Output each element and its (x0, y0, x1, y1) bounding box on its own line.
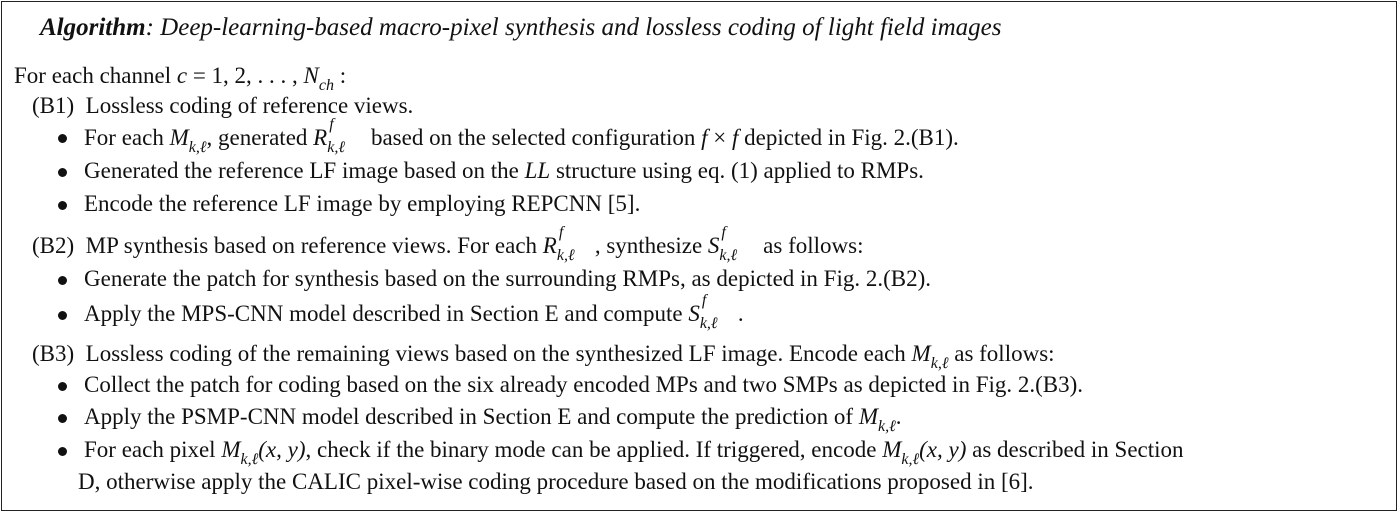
b1-i1-M: M (169, 125, 189, 150)
b2-i2-b: . (737, 301, 744, 326)
step-b2-label: (B2) (32, 233, 75, 258)
b2-i2-S-sub: k,ℓ (699, 315, 718, 332)
b1-i1-R-sub: k,ℓ (327, 139, 345, 156)
bullet-icon (58, 414, 67, 423)
b1-i1-R: R (313, 125, 328, 150)
step-b3-label: (B3) (32, 341, 75, 366)
b2-i2-S-scripts (699, 292, 738, 332)
b1-i1-b: , generated (206, 125, 314, 150)
b2-S-sub: k,ℓ (719, 247, 738, 264)
b1-item-2 (84, 157, 924, 185)
b1-i1-M-sub: k,ℓ (188, 139, 207, 156)
b3-i3-M2: M (882, 437, 902, 462)
b2-i2-S: S (688, 301, 700, 326)
algorithm-title-prefix: Algorithm (40, 14, 146, 41)
b2-S-scripts (719, 224, 757, 264)
b3-M: M (911, 341, 931, 366)
b1-i1-d: depicted in Fig. 2.(B1). (738, 125, 959, 150)
b3-i3-b: , check if the binary mode can be applied. If triggered, encode (305, 437, 883, 462)
b2-S-sup: f (721, 224, 726, 241)
b3-i2-M-sub: k,ℓ (878, 418, 896, 435)
loop-text: For each channel (14, 63, 172, 88)
b1-i1-R-scripts (327, 116, 365, 156)
algorithm-title (40, 14, 1001, 42)
b2-R: R (542, 233, 557, 258)
b2-item-1: Generate the patch for synthesis based on the surrounding RMPs, as depicted in Fig. 2.(B2). (84, 266, 932, 291)
b1-i1-f2: f (732, 125, 739, 150)
bullet-icon (58, 134, 67, 143)
bullet-icon (58, 311, 67, 320)
step-b1-title: Lossless coding of reference views. (85, 93, 414, 118)
b3-i3-args2: (x, y) (919, 437, 967, 462)
b2-R-scripts (556, 224, 595, 264)
b3-i2-a: Apply the PSMP-CNN model described in Section E and compute the prediction of (84, 404, 859, 429)
b1-i1-c: based on the selected configuration (365, 125, 702, 150)
b3-i3-c: as described in Section (966, 437, 1184, 462)
bullet-icon (58, 168, 67, 177)
bullet-icon (58, 447, 67, 456)
algorithm-title-rest: : Deep-learning-based macro-pixel synthesis and lossless coding of light field images (145, 14, 1002, 41)
b3-item-3-continuation: D, otherwise apply the CALIC pixel-wise coding procedure based on the modifications proposed in [6]. (78, 469, 1034, 494)
bullet-icon (58, 382, 67, 391)
bullet-icon (58, 276, 67, 285)
b3-i3-M: M (221, 437, 241, 462)
step-b1-heading (32, 92, 413, 120)
loop-eq: = 1, 2, . . . , (187, 63, 304, 88)
b1-item-3: Encode the reference LF image by employing REPCNN [5]. (84, 191, 641, 216)
b3-i2-M: M (858, 404, 879, 429)
b2-i2-S-sup: f (701, 292, 707, 309)
b3-item-1: Collect the patch for coding based on the six already encoded MPs and two SMPs as depicted in Fig. 2.(B3). (84, 372, 1084, 397)
b3-i3-M2-sub: k,ℓ (901, 451, 920, 468)
loop-N: N (303, 63, 319, 88)
step-b2-heading (32, 224, 864, 264)
b2-R-sup: f (558, 224, 564, 241)
b2-i2-a: Apply the MPS-CNN model described in Section E and compute (84, 301, 689, 326)
b2-item-2 (84, 292, 744, 332)
b2-S: S (707, 233, 720, 258)
b1-i2-b: structure using eq. (1) applied to RMPs. (550, 158, 924, 183)
b1-i1-a: For each (84, 125, 170, 150)
b3-b: as follows: (948, 341, 1055, 366)
b3-M-sub: k,ℓ (930, 355, 949, 372)
b2-c: as follows: (757, 233, 864, 258)
step-b1-label: (B1) (32, 93, 75, 118)
b1-i1-f1: f (701, 125, 708, 150)
b3-i3-args: (x, y) (258, 437, 306, 462)
b2-R-sub: k,ℓ (556, 247, 575, 264)
b2-b: , synthesize (594, 233, 708, 258)
b2-a: MP synthesis based on reference views. For each (85, 233, 543, 258)
b3-a: Lossless coding of the remaining views based on the synthesized LF image. Encode each (85, 341, 912, 366)
b3-i3-a: For each pixel (84, 437, 222, 462)
b1-i1-R-sup: f (329, 116, 334, 133)
b1-i2-LL: LL (524, 158, 551, 183)
loop-N-sub: ch (318, 77, 334, 94)
bullet-icon (58, 201, 67, 210)
b1-i2-a: Generated the reference LF image based on the (84, 158, 525, 183)
b3-i3-M-sub: k,ℓ (240, 451, 259, 468)
b3-i2-b: . (895, 404, 902, 429)
b1-i1-times: × (707, 125, 733, 150)
loop-colon: : (334, 63, 347, 88)
loop-var: c (176, 63, 188, 88)
